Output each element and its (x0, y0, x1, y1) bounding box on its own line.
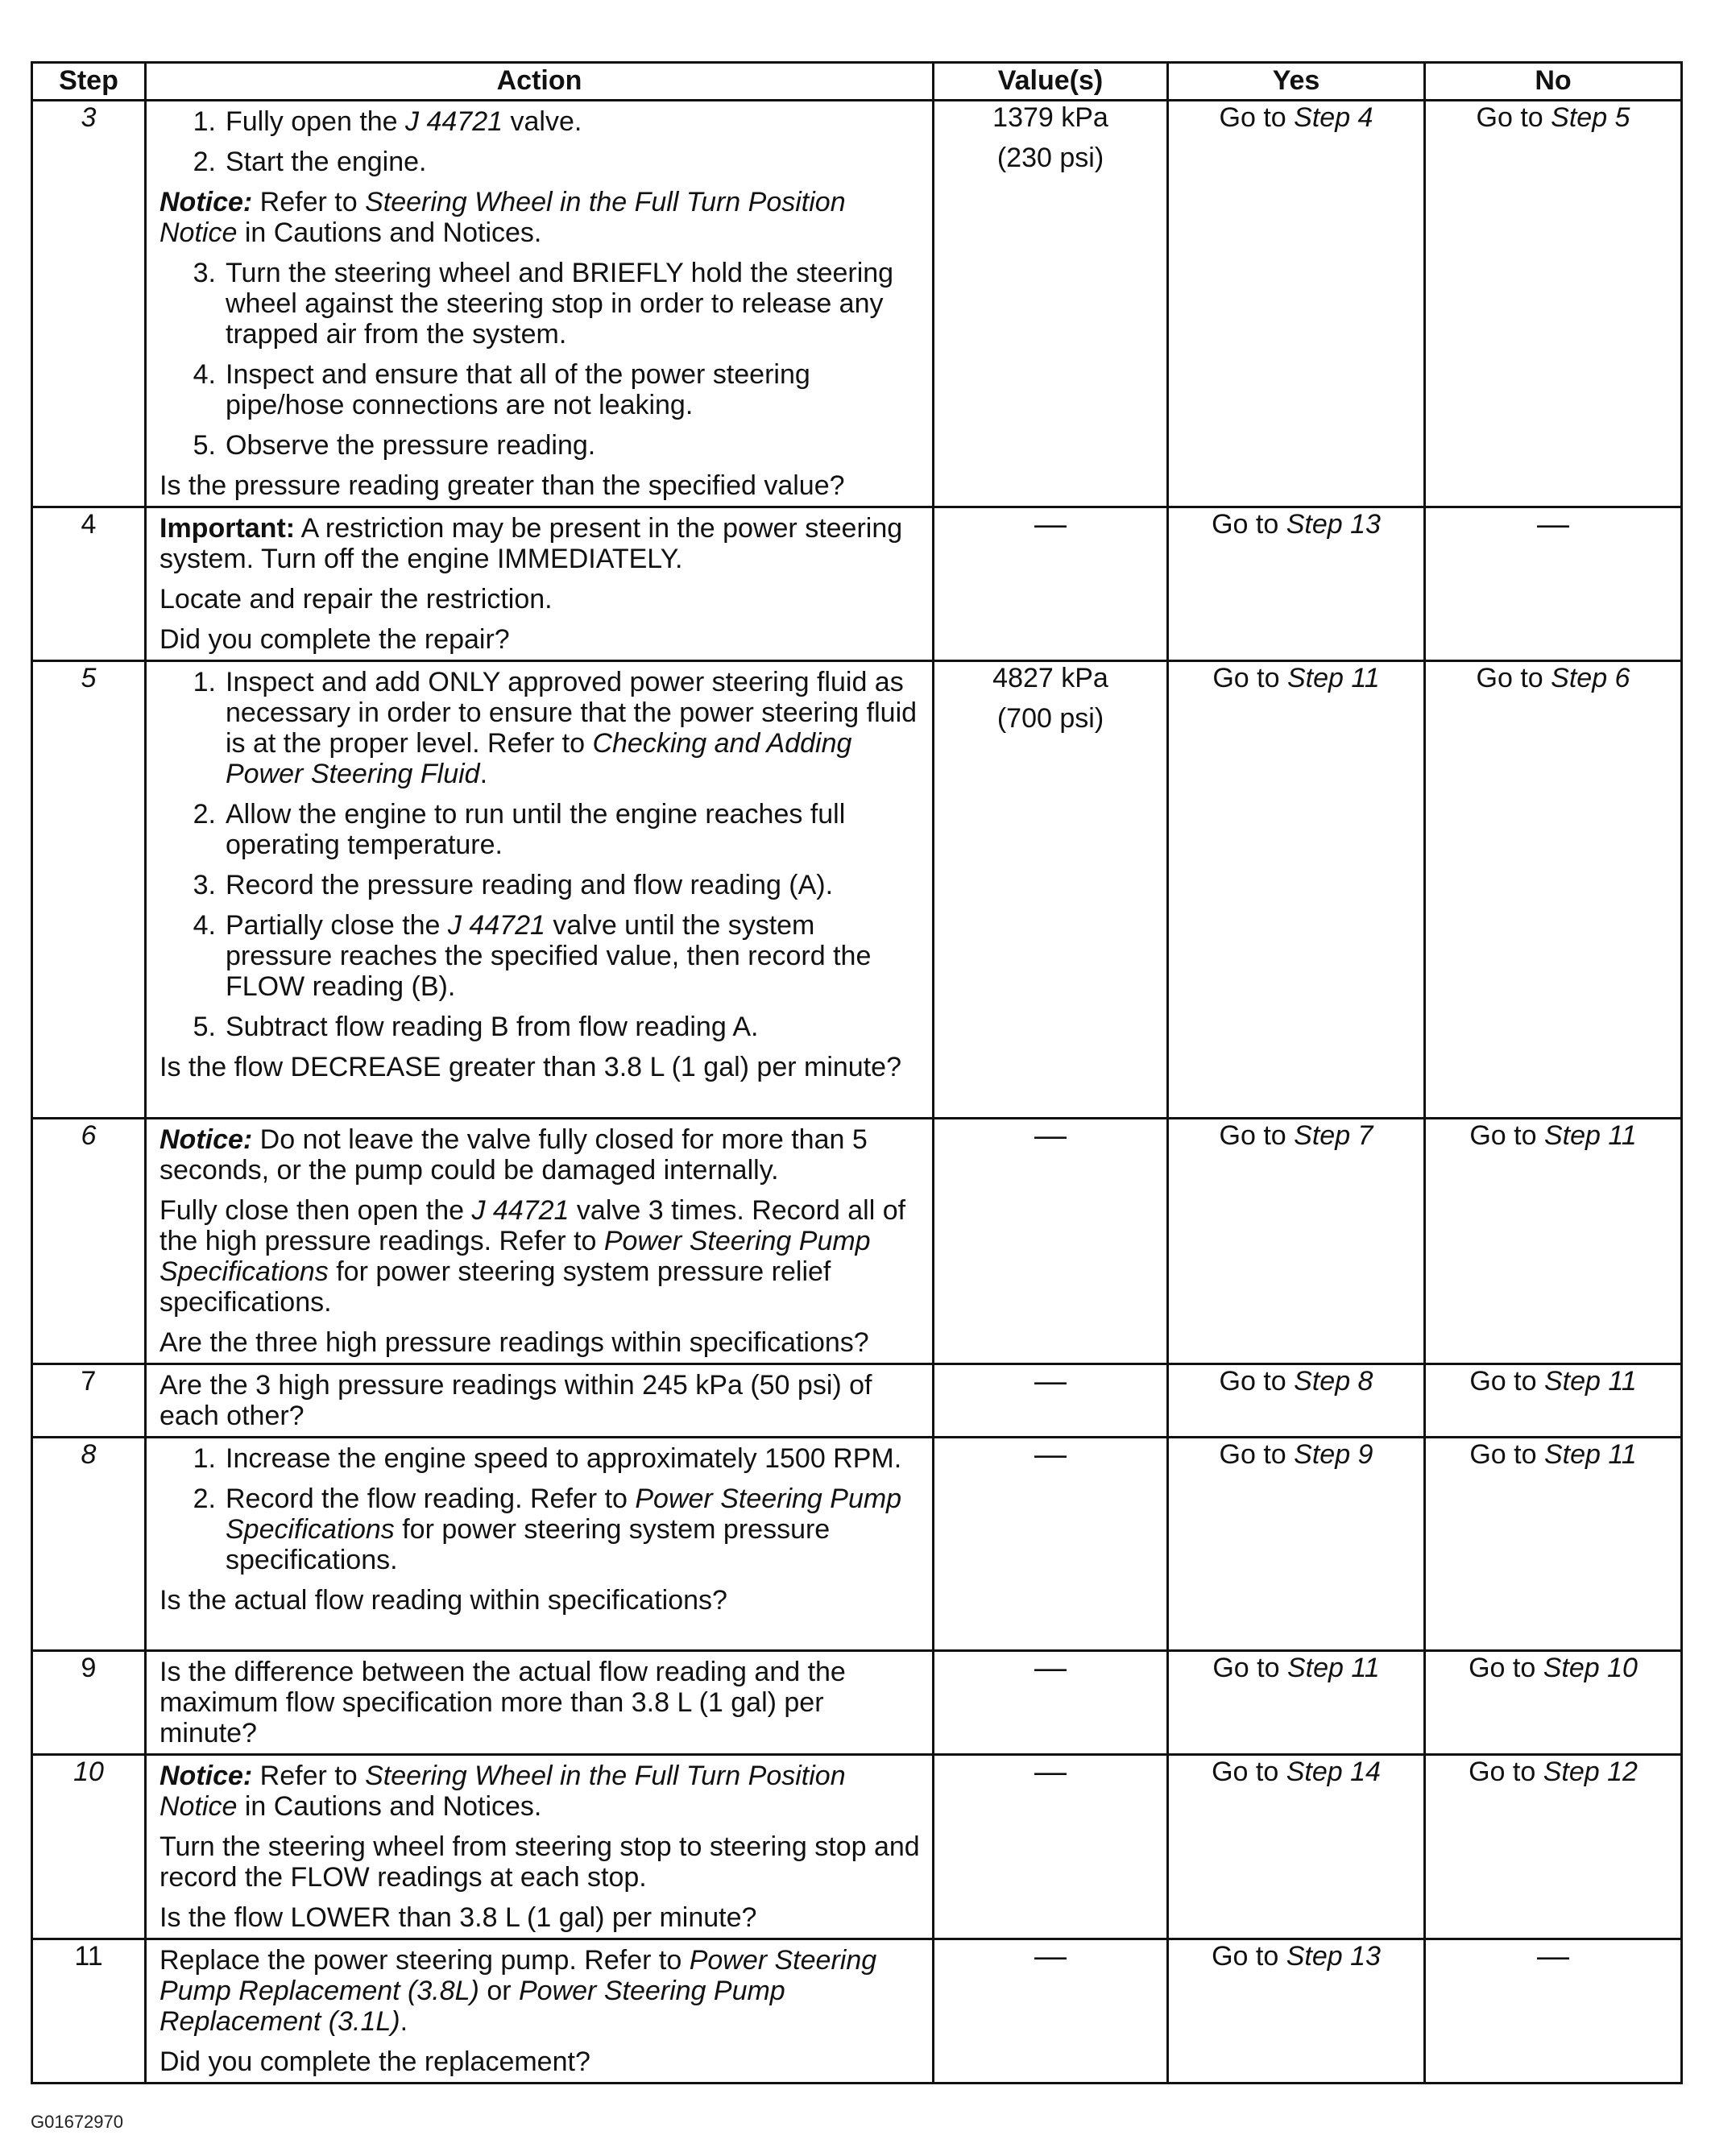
action-cell (146, 1651, 934, 1755)
no-cell: Go to Step 10 (1425, 1651, 1682, 1755)
header-step: Step (32, 63, 146, 101)
no-cell: Go to Step 6 (1425, 661, 1682, 1119)
table-row (32, 1755, 1682, 1939)
value-cell: — (934, 1755, 1168, 1939)
no-cell: Go to Step 11 (1425, 1119, 1682, 1364)
action-cell: Notice: Do not leave the valve fully closed for more than 5 seconds, or the pump could be damaged internally. Fully close then open the J 44721 valve 3 times. Record all of the high pressure readings. Refer to Power Steering Pump Specifications for power steering system pressure relief specifications. Are the three high pressure readings within specifications? (146, 1119, 934, 1364)
no-cell: — (1425, 507, 1682, 661)
step-number: 3 (32, 101, 146, 507)
action-cell: 1. Increase the engine speed to approximately 1500 RPM. 2. Record the flow reading. Refer to Power Steering Pump Specifications for power steering system pressure specifications. Is the actual flow reading within specifications? (146, 1438, 934, 1651)
table-row (32, 1939, 1682, 2084)
action-cell (146, 1364, 934, 1438)
diagnostic-table (31, 61, 1683, 2084)
action-cell: Replace the power steering pump. Refer to Power Steering Pump Replacement (3.8L) or Power Steering Pump Replacement (3.1L). Did you complete the replacement? (146, 1939, 934, 2084)
value-cell: — (934, 1939, 1168, 2084)
yes-cell: Go to Step 9 (1168, 1438, 1425, 1651)
question: Are the 3 high pressure readings within 245 kPa (50 psi) of each other? (160, 1370, 872, 1431)
step-number: 8 (32, 1438, 146, 1651)
table-row (32, 1119, 1682, 1364)
yes-cell: Go to Step 11 (1168, 1651, 1425, 1755)
notice-label: Notice: (160, 1761, 253, 1791)
step-number: 7 (32, 1364, 146, 1438)
table-row (32, 101, 1682, 507)
yes-cell: Go to Step 13 (1168, 507, 1425, 661)
question: Are the three high pressure readings within specifications? (160, 1327, 869, 1358)
question: Is the pressure reading greater than the specified value? (160, 470, 845, 501)
value-cell: — (934, 1119, 1168, 1364)
header-values: Value(s) (934, 63, 1168, 101)
header-row (32, 63, 1682, 101)
yes-cell: Go to Step 11 (1168, 661, 1425, 1119)
question: Is the flow LOWER than 3.8 L (1 gal) per minute? (160, 1902, 757, 1933)
step-number: 11 (32, 1939, 146, 2084)
action-cell: 1. Fully open the J 44721 valve. 2. Start the engine. Notice: Refer to Steering Wheel in the Full Turn Position Notice in Cautions and Notices. 3. Turn the steering wheel and BRIEFLY hold the steering wheel against the steering stop in order to release any trapped air from the system. 4. Inspect and ensure that all of the power steering pipe/hose connections are not leaking. 5. Observe the pressure reading. Is the pressure reading greater than the specified value? (146, 101, 934, 507)
action-cell: Notice: Refer to Steering Wheel in the Full Turn Position Notice in Cautions and Notices. Turn the steering wheel from steering stop to steering stop and record the FLOW readings at each stop. Is the flow LOWER than 3.8 L (1 gal) per minute? (146, 1755, 934, 1939)
important-label: Important: (160, 513, 296, 544)
question: Did you complete the replacement? (160, 2046, 590, 2077)
figure-id: G01672970 (31, 2112, 123, 2132)
value-cell: — (934, 1438, 1168, 1651)
yes-cell: Go to Step 14 (1168, 1755, 1425, 1939)
question: Is the flow DECREASE greater than 3.8 L (1 gal) per minute? (160, 1052, 901, 1082)
no-cell: Go to Step 5 (1425, 101, 1682, 507)
no-cell: Go to Step 11 (1425, 1364, 1682, 1438)
yes-cell: Go to Step 7 (1168, 1119, 1425, 1364)
header-yes: Yes (1168, 63, 1425, 101)
value-cell: — (934, 1651, 1168, 1755)
notice-label: Notice: (160, 187, 253, 217)
table-row (32, 1651, 1682, 1755)
question: Did you complete the repair? (160, 624, 510, 655)
yes-cell: Go to Step 8 (1168, 1364, 1425, 1438)
question: Is the actual flow reading within specifications? (160, 1585, 727, 1616)
yes-cell: Go to Step 13 (1168, 1939, 1425, 2084)
table-row (32, 661, 1682, 1119)
question: Is the difference between the actual flow reading and the maximum flow specification more than 3.8 L (1 gal) per minute? (160, 1657, 846, 1748)
header-action: Action (146, 63, 934, 101)
table-row (32, 507, 1682, 661)
header-no: No (1425, 63, 1682, 101)
step-number: 4 (32, 507, 146, 661)
action-cell: Important: A restriction may be present in the power steering system. Turn off the engine IMMEDIATELY. Locate and repair the restriction. Did you complete the repair? (146, 507, 934, 661)
step-number: 10 (32, 1755, 146, 1939)
value-cell: 1379 kPa (230 psi) (934, 101, 1168, 507)
yes-cell: Go to Step 4 (1168, 101, 1425, 507)
no-cell: Go to Step 11 (1425, 1438, 1682, 1651)
value-cell: — (934, 507, 1168, 661)
value-cell: 4827 kPa (700 psi) (934, 661, 1168, 1119)
action-cell: 1. Inspect and add ONLY approved power steering fluid as necessary in order to ensure that the power steering fluid is at the proper level. Refer to Checking and Adding Power Steering Fluid. 2. Allow the engine to run until the engine reaches full operating temperature. 3. Record the pressure reading and flow reading (A). 4. Partially close the J 44721 valve until the system pressure reaches the specified value, then record the FLOW reading (B). 5. Subtract flow reading B from flow reading A. Is the flow DECREASE greater than 3.8 L (1 gal) per minute? (146, 661, 934, 1119)
table-row (32, 1438, 1682, 1651)
step-number: 5 (32, 661, 146, 1119)
no-cell: — (1425, 1939, 1682, 2084)
step-number: 9 (32, 1651, 146, 1755)
table-row (32, 1364, 1682, 1438)
no-cell: Go to Step 12 (1425, 1755, 1682, 1939)
notice-label: Notice: (160, 1124, 253, 1155)
step-number: 6 (32, 1119, 146, 1364)
value-cell: — (934, 1364, 1168, 1438)
